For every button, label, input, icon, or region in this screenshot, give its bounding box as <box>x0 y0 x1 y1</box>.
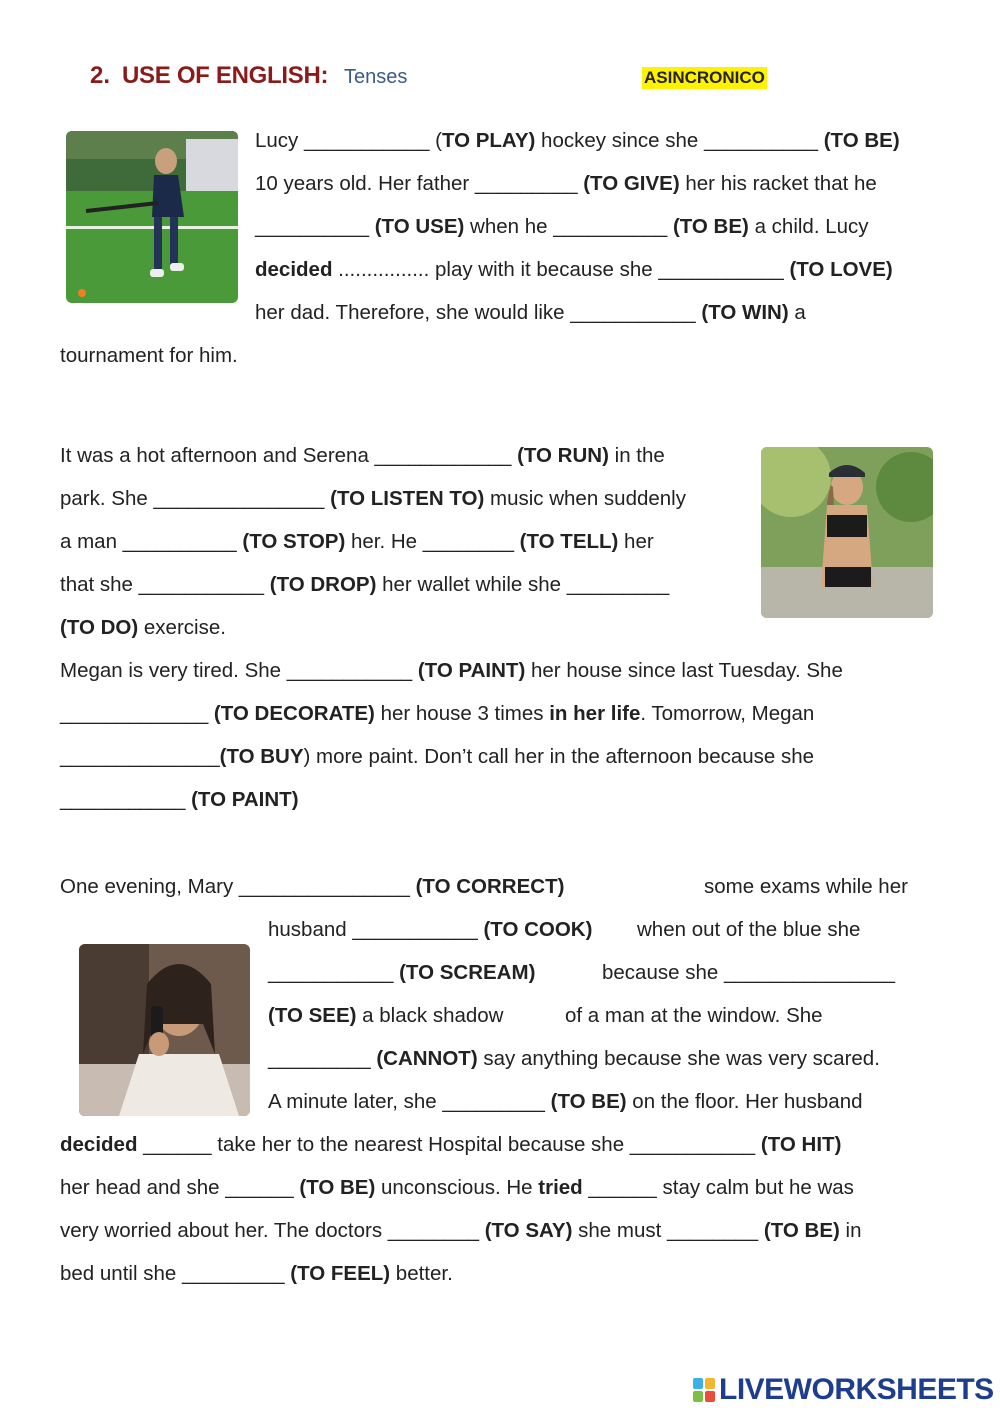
p2-line-1: It was a hot afternoon and Serena ____________ (TO RUN) in the <box>60 444 665 467</box>
p3-line-3: ______________(TO BUY) more paint. Don’t call her in the afternoon because she <box>60 745 815 768</box>
liveworksheets-logo-text: LIVEWORKSHEETS <box>719 1373 994 1406</box>
p1-line-4: decided ................ play with it because she ___________ (TO LOVE) <box>255 258 893 281</box>
p4-line-8: her head and she ______ (TO BE) unconscious. He tried ______ stay calm but he was <box>60 1176 854 1199</box>
p4-line-1: One evening, Mary _______________ (TO CORRECT) <box>60 875 565 898</box>
p1-line-2: 10 years old. Her father _________ (TO GIVE) her his racket that he <box>255 172 877 195</box>
p1-line-6: tournament for him. <box>60 344 238 367</box>
p2-line-4: that she ___________ (TO DROP) her wallet while she _________ <box>60 573 670 596</box>
p4-line-5: _________ (CANNOT) say anything because she was very scared. <box>268 1047 880 1070</box>
p4-line-10: bed until she _________ (TO FEEL) better. <box>60 1262 453 1285</box>
p3-line-4: ___________ (TO PAINT) <box>60 788 299 811</box>
p4-line-3: ___________ (TO SCREAM) <box>268 961 536 984</box>
p4-line-1-end: some exams while her <box>704 875 908 898</box>
liveworksheets-logo-icon <box>692 1377 716 1403</box>
p4-line-2: husband ___________ (TO COOK) <box>268 918 593 941</box>
section-subtitle: Tenses <box>344 66 408 88</box>
p4-line-3-end: because she _______________ <box>602 961 895 984</box>
p4-line-7: decided ______ take her to the nearest Hospital because she ___________ (TO HIT) <box>60 1133 842 1156</box>
asincronico-badge: ASINCRONICO <box>644 68 765 87</box>
hockey-player-photo <box>66 131 238 303</box>
p4-line-6: A minute later, she _________ (TO BE) on the floor. Her husband <box>268 1090 863 1113</box>
section-title: USE OF ENGLISH: <box>122 62 329 89</box>
p4-line-4: (TO SEE) a black shadow <box>268 1004 504 1027</box>
p1-line-5: her dad. Therefore, she would like ___________ (TO WIN) a <box>255 301 806 324</box>
p4-line-4-end: of a man at the window. She <box>565 1004 823 1027</box>
p1-line-3: __________ (TO USE) when he __________ (TO BE) a child. Lucy <box>255 215 869 238</box>
p2-line-5: (TO DO) exercise. <box>60 616 226 639</box>
runner-photo <box>761 447 933 618</box>
p3-line-2: _____________ (TO DECORATE) her house 3 times in her life. Tomorrow, Megan <box>60 702 815 725</box>
p2-line-2: park. She _______________ (TO LISTEN TO) music when suddenly <box>60 487 686 510</box>
p4-line-9: very worried about her. The doctors ________ (TO SAY) she must ________ (TO BE) in <box>60 1219 862 1242</box>
woman-on-phone-photo <box>79 944 250 1116</box>
p4-line-2-end: when out of the blue she <box>637 918 861 941</box>
liveworksheets-logo[interactable] <box>692 1374 994 1406</box>
p3-line-1: Megan is very tired. She ___________ (TO PAINT) her house since last Tuesday. She <box>60 659 843 682</box>
section-number: 2. <box>90 62 111 89</box>
p2-line-3: a man __________ (TO STOP) her. He ________ (TO TELL) her <box>60 530 654 553</box>
p1-line-1: Lucy ___________ (TO PLAY) hockey since she __________ (TO BE) <box>255 129 900 152</box>
